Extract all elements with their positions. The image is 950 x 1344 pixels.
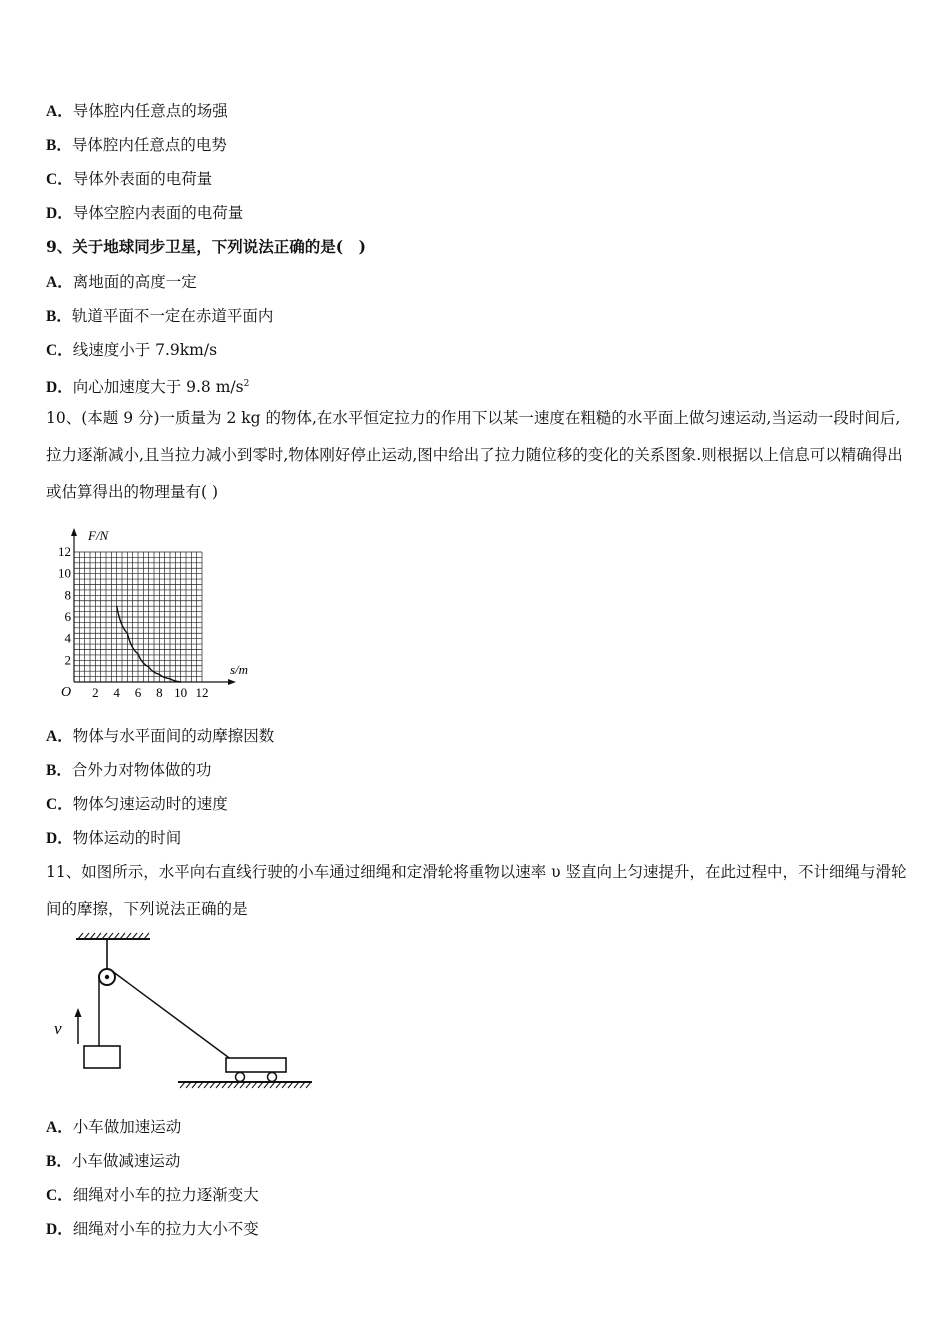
- q10-option-b: B．合外力对物体做的功: [46, 761, 212, 779]
- rope-to-cart: [112, 971, 232, 1060]
- pulley-axle: [105, 975, 109, 979]
- cart-body: [226, 1058, 286, 1072]
- q8-option-c: C．导体外表面的电荷量: [46, 170, 213, 188]
- q10-stem: 10、(本题 9 分)一质量为 2 kg 的物体,在水平恒定拉力的作用下以某一速度在粗糙的水平面上做匀速运动,当运动一段时间后,拉力逐渐减小,且当拉力减小到零时,物体刚好停止运动,图中给出了拉力随位移的变化的关系图象.则根据以上信息可以精确得出或估算得出的物理量有( ): [46, 409, 903, 501]
- q9-option-d: D．向心加速度大于 9.8 $m/s^2$: [46, 378, 250, 397]
- q10-option-a: A．物体与水平面间的动摩擦因数: [46, 727, 275, 745]
- force-displacement-chart: [44, 522, 274, 708]
- y-tick-label: 12: [58, 544, 71, 559]
- x-tick-label: 2: [92, 685, 99, 700]
- q11-option-a: A．小车做加速运动: [46, 1118, 182, 1136]
- chart-origin: O: [61, 685, 72, 700]
- q11-stem: 11、如图所示，水平向右直线行驶的小车通过细绳和定滑轮将重物以速率 υ 竖直向上匀速提升，在此过程中，不计细绳与滑轮间的摩擦，下列说法正确的是: [46, 863, 907, 918]
- y-tick-label: 6: [64, 609, 71, 624]
- q10-option-c: C．物体匀速运动时的速度: [46, 795, 228, 813]
- chart-ylabel: F/N: [88, 528, 109, 543]
- q8-option-b: B．导体腔内任意点的电势: [46, 136, 227, 154]
- x-tick-label: 10: [174, 685, 188, 700]
- y-tick-label: 10: [58, 565, 71, 581]
- x-axis-arrow: [228, 679, 236, 685]
- y-tick-label: 8: [64, 587, 71, 603]
- chart-grid: [74, 552, 202, 682]
- q11-option-c: C．细绳对小车的拉力逐渐变大: [46, 1186, 259, 1204]
- x-tick-label: 4: [113, 685, 120, 700]
- velocity-arrow-head: [75, 1008, 82, 1017]
- velocity-label: v: [54, 1019, 62, 1038]
- q8-option-d: D．导体空腔内表面的电荷量: [46, 204, 244, 222]
- cart-wheel-right: [268, 1073, 277, 1082]
- q9-option-a: A．离地面的高度一定: [46, 273, 197, 291]
- q8-option-a: A．导体腔内任意点的场强: [46, 102, 228, 120]
- q9-stem: 9、关于地球同步卫星，下列说法正确的是( ): [46, 237, 366, 256]
- q11-option-b: B．小车做减速运动: [46, 1152, 181, 1170]
- pulley-cart-figure: [50, 930, 320, 1092]
- x-tick-label: 8: [156, 685, 163, 700]
- x-tick-label: 6: [134, 685, 142, 700]
- cart-wheel-left: [236, 1073, 245, 1082]
- y-tick-label: 2: [64, 652, 71, 668]
- y-tick-label: 4: [64, 630, 71, 646]
- q9-option-c: C．线速度小于 7.9km/s: [46, 341, 218, 359]
- weight-block: [84, 1046, 120, 1068]
- q10-option-d: D．物体运动的时间: [46, 829, 182, 847]
- q11-option-d: D．细绳对小车的拉力大小不变: [46, 1220, 259, 1238]
- q9-option-b: B．轨道平面不一定在赤道平面内: [46, 307, 274, 325]
- x-tick-label: 12: [195, 685, 209, 700]
- chart-xlabel: s/m: [230, 662, 249, 677]
- y-axis-arrow: [71, 528, 77, 536]
